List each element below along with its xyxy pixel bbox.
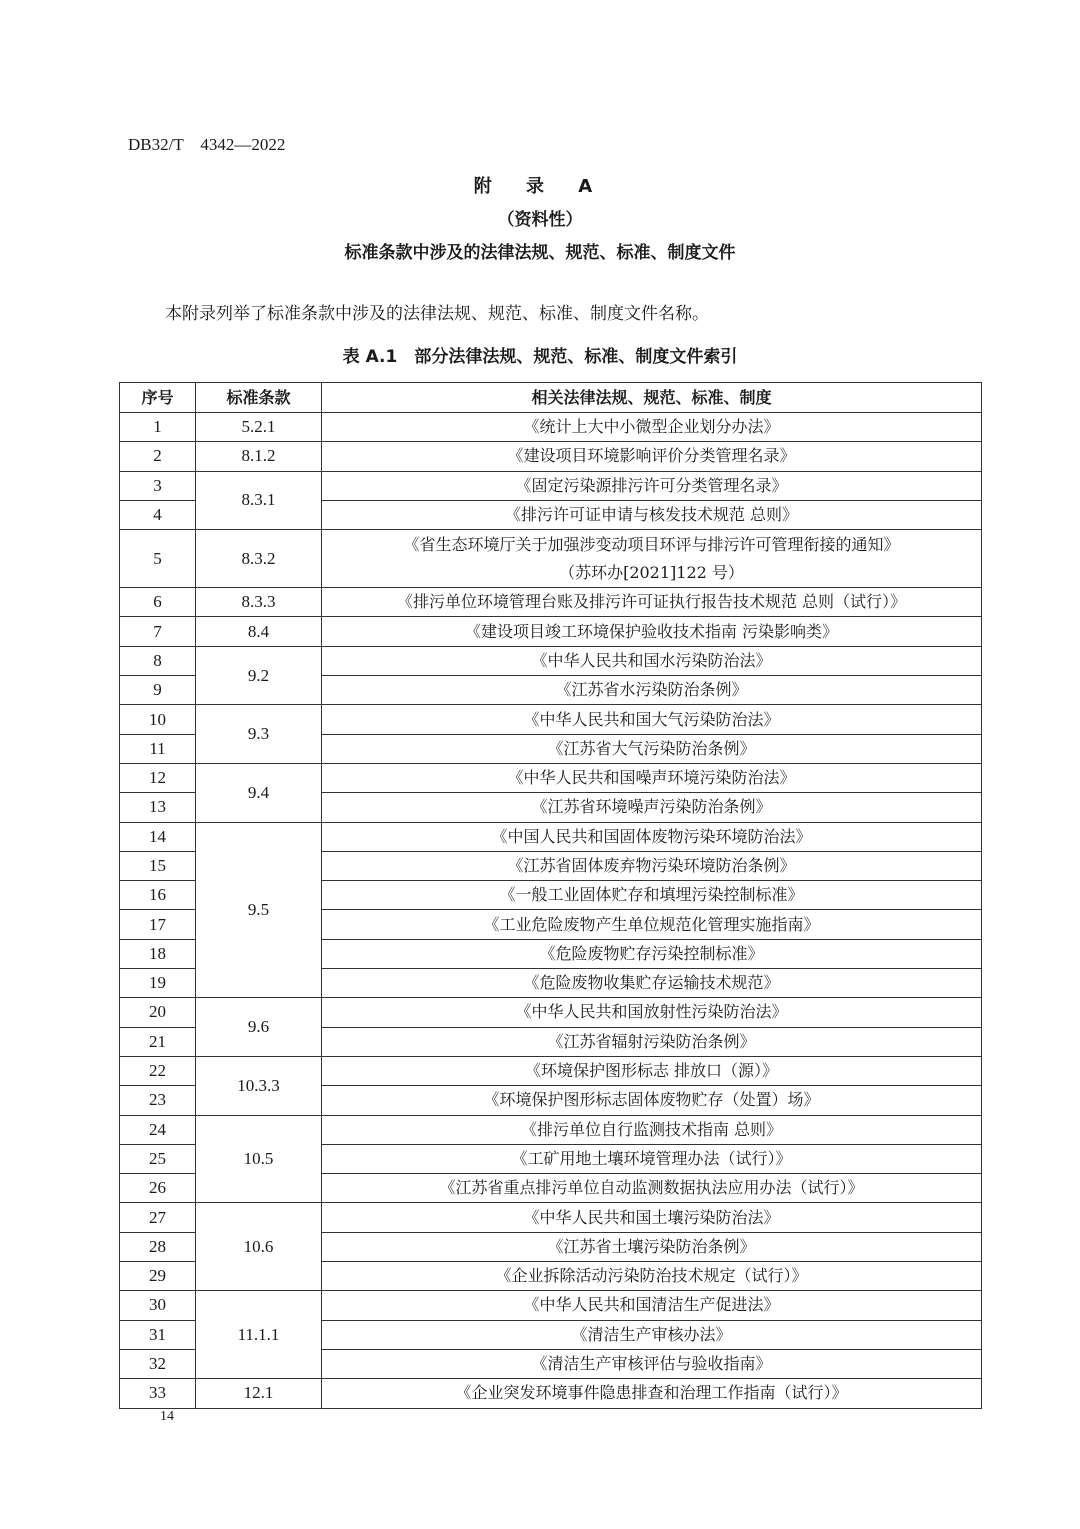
row-number: 11	[120, 734, 196, 763]
clause-cell: 10.5	[196, 1115, 322, 1203]
appendix-nature: （资料性）	[497, 210, 583, 230]
table-caption: 表 A.1 部分法律法规、规范、标准、制度文件索引	[342, 347, 738, 367]
reference-cell: 《企业突发环境事件隐患排查和治理工作指南（试行）》	[322, 1379, 982, 1408]
reference-cell: 《江苏省固体废弃物污染环境防治条例》	[322, 851, 982, 880]
reference-cell: 《排污许可证申请与核发技术规范 总则》	[322, 500, 982, 529]
clause-cell: 10.6	[196, 1203, 322, 1291]
row-number: 5	[120, 530, 196, 588]
table-row	[120, 998, 982, 1027]
reference-cell: 《中华人民共和国放射性污染防治法》	[322, 998, 982, 1027]
reference-cell: 《江苏省重点排污单位自动监测数据执法应用办法（试行）》	[322, 1174, 982, 1203]
table-row	[120, 705, 982, 734]
reference-cell: 《中华人民共和国噪声环境污染防治法》	[322, 763, 982, 792]
table-row	[120, 1056, 982, 1085]
row-number: 22	[120, 1056, 196, 1085]
row-number: 28	[120, 1232, 196, 1261]
table-header-row	[120, 383, 982, 413]
reference-cell	[322, 530, 982, 588]
page-number: 14	[160, 1409, 174, 1424]
appendix-title: 附 录 A	[473, 176, 607, 197]
row-number: 18	[120, 939, 196, 968]
clause-cell: 9.5	[196, 822, 322, 998]
row-number: 7	[120, 617, 196, 646]
reference-cell: 《建设项目竣工环境保护验收技术指南 污染影响类》	[322, 617, 982, 646]
row-number: 4	[120, 500, 196, 529]
clause-cell: 9.4	[196, 763, 322, 822]
row-number: 27	[120, 1203, 196, 1232]
table-row	[120, 442, 982, 471]
reference-line: 《省生态环境厅关于加强涉变动项目环评与排污许可管理衔接的通知》	[403, 534, 900, 554]
row-number: 15	[120, 851, 196, 880]
reference-cell: 《企业拆除活动污染防治技术规定（试行）》	[322, 1262, 982, 1291]
clause-cell: 5.2.1	[196, 413, 322, 442]
table-row	[120, 822, 982, 851]
row-number: 23	[120, 1086, 196, 1115]
clause-cell: 11.1.1	[196, 1291, 322, 1379]
row-number: 26	[120, 1174, 196, 1203]
column-header-number: 序号	[120, 383, 196, 413]
intro-paragraph: 本附录列举了标准条款中涉及的法律法规、规范、标准、制度文件名称。	[165, 304, 709, 324]
clause-cell: 8.3.1	[196, 471, 322, 530]
reference-cell: 《统计上大中小微型企业划分办法》	[322, 413, 982, 442]
reference-cell: 《工业危险废物产生单位规范化管理实施指南》	[322, 910, 982, 939]
reference-cell: 《建设项目环境影响评价分类管理名录》	[322, 442, 982, 471]
reference-cell: 《江苏省环境噪声污染防治条例》	[322, 793, 982, 822]
row-number: 19	[120, 969, 196, 998]
table-row	[120, 1291, 982, 1320]
reference-cell: 《工矿用地土壤环境管理办法（试行）》	[322, 1144, 982, 1173]
row-number: 12	[120, 763, 196, 792]
reference-cell: 《江苏省大气污染防治条例》	[322, 734, 982, 763]
row-number: 30	[120, 1291, 196, 1320]
reference-cell: 《危险废物收集贮存运输技术规范》	[322, 969, 982, 998]
row-number: 1	[120, 413, 196, 442]
reference-cell: 《中国人民共和国固体废物污染环境防治法》	[322, 822, 982, 851]
reference-cell: 《中华人民共和国水污染防治法》	[322, 646, 982, 675]
clause-cell: 8.3.2	[196, 530, 322, 588]
row-number: 24	[120, 1115, 196, 1144]
reference-cell: 《中华人民共和国土壤污染防治法》	[322, 1203, 982, 1232]
row-number: 31	[120, 1320, 196, 1349]
reference-cell: 《江苏省辐射污染防治条例》	[322, 1027, 982, 1056]
regulation-index-table	[119, 382, 982, 1409]
row-number: 25	[120, 1144, 196, 1173]
column-header-reference: 相关法律法规、规范、标准、制度	[322, 383, 982, 413]
table-row	[120, 1203, 982, 1232]
table-row	[120, 617, 982, 646]
row-number: 20	[120, 998, 196, 1027]
row-number: 6	[120, 588, 196, 617]
reference-cell: 《清洁生产审核办法》	[322, 1320, 982, 1349]
row-number: 8	[120, 646, 196, 675]
reference-cell: 《中华人民共和国清洁生产促进法》	[322, 1291, 982, 1320]
reference-cell: 《环境保护图形标志固体废物贮存（处置）场》	[322, 1086, 982, 1115]
row-number: 10	[120, 705, 196, 734]
row-number: 32	[120, 1349, 196, 1378]
reference-cell: 《固定污染源排污许可分类管理名录》	[322, 471, 982, 500]
row-number: 29	[120, 1262, 196, 1291]
appendix-heading: 标准条款中涉及的法律法规、规范、标准、制度文件	[344, 243, 736, 263]
document-code: DB32/T 4342—2022	[128, 135, 286, 154]
clause-cell: 10.3.3	[196, 1056, 322, 1115]
clause-cell: 8.1.2	[196, 442, 322, 471]
row-number: 3	[120, 471, 196, 500]
column-header-clause: 标准条款	[196, 383, 322, 413]
clause-cell: 8.3.3	[196, 588, 322, 617]
clause-cell: 9.2	[196, 646, 322, 705]
row-number: 21	[120, 1027, 196, 1056]
clause-cell: 12.1	[196, 1379, 322, 1408]
table-row	[120, 530, 982, 588]
reference-cell: 《排污单位环境管理台账及排污许可证执行报告技术规范 总则（试行）》	[322, 588, 982, 617]
table-row	[120, 763, 982, 792]
table-row	[120, 1115, 982, 1144]
row-number: 17	[120, 910, 196, 939]
reference-cell: 《江苏省水污染防治条例》	[322, 676, 982, 705]
table-row	[120, 646, 982, 675]
row-number: 14	[120, 822, 196, 851]
clause-cell: 9.6	[196, 998, 322, 1057]
row-number: 9	[120, 676, 196, 705]
reference-cell: 《一般工业固体贮存和填埋污染控制标准》	[322, 881, 982, 910]
reference-cell: 《清洁生产审核评估与验收指南》	[322, 1349, 982, 1378]
clause-cell: 9.3	[196, 705, 322, 764]
row-number: 33	[120, 1379, 196, 1408]
table-row	[120, 413, 982, 442]
table-row	[120, 471, 982, 500]
row-number: 13	[120, 793, 196, 822]
table-row	[120, 588, 982, 617]
row-number: 16	[120, 881, 196, 910]
reference-cell: 《中华人民共和国大气污染防治法》	[322, 705, 982, 734]
reference-cell: 《江苏省土壤污染防治条例》	[322, 1232, 982, 1261]
reference-line: （苏环办[2021]122 号）	[559, 562, 744, 582]
reference-cell: 《排污单位自行监测技术指南 总则》	[322, 1115, 982, 1144]
row-number: 2	[120, 442, 196, 471]
clause-cell: 8.4	[196, 617, 322, 646]
table-row	[120, 1379, 982, 1408]
reference-cell: 《环境保护图形标志 排放口（源）》	[322, 1056, 982, 1085]
reference-cell: 《危险废物贮存污染控制标准》	[322, 939, 982, 968]
